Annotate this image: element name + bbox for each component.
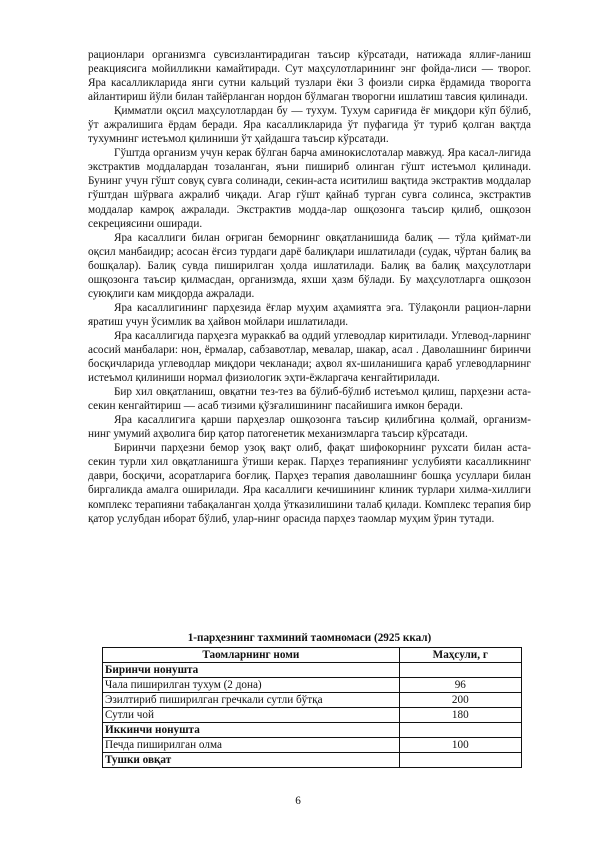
row-amount [399, 723, 521, 738]
row-name: Биринчи нонушта [103, 663, 400, 678]
row-name: Тушки овқат [103, 753, 400, 768]
table-header-row [103, 648, 522, 663]
row-name: Иккинчи нонушта [103, 723, 400, 738]
menu-table [102, 647, 522, 768]
table-row [103, 753, 522, 768]
page-number: 6 [295, 795, 301, 807]
paragraph: Яра касаллиги билан оғриган беморнинг овқатланишида балиқ — тўла қиймат-ли оқсил манбаидир; асосан ёғсиз турдаги дарё балиқлари ишлатилади (судак, чўртан балиқ ва бошқалар). Балиқ сувда пиширилган ҳолда ишлатилади. Балиқ ва балиқ маҳсулотлари ошқозонга таъсир қилмасдан, организмда, яхши ҳазм бўлади. Бу маҳсулотларга ошқозон суюқлиги кам миқдорда ажралади. [88, 231, 531, 300]
paragraph: Яра касаллигининг парҳезида ёғлар муҳим аҳамиятга эга. Тўлақонли рацион-ларни яратиш учун ўсимлик ва ҳайвон мойлари ишлатилади. [88, 301, 531, 328]
paragraph: Қимматли оқсил маҳсулотлардан бу — тухум. Тухум сариғида ёғ миқдори кўп бўлиб, ўт ажралишига ёрдам беради. Яра касалликларида ўт пуфагида ўт туриб қолган вақтда тухумнинг истеъмол қилиниши ўт ҳайдашга таъсир кўрсатади. [88, 105, 531, 146]
header-amount: Маҳсули, г [399, 648, 521, 663]
row-amount [399, 663, 521, 678]
row-name: Чала пиширилган тухум (2 дона) [103, 678, 400, 693]
paragraph: рационлари организмга сувсизлантирадиган таъсир кўрсатади, натижада яллиғ-ланиш реакциясига мойилликни камайтиради. Сут маҳсулотларининг энг фойда-лиси — творог. Яра касалликларида янги сутни кальций тузлари ёки 3 фоизли сирка ёрдамида творогга айлантириш йўли билан тайёрланган нордон бўлмаган творогни ишлатиш тавсия қилинади. [88, 49, 531, 104]
row-amount: 96 [399, 678, 521, 693]
header-name: Таомларнинг номи [103, 648, 400, 663]
row-amount: 100 [399, 738, 521, 753]
row-name: Эзилтириб пиширилган гречкали сутли бўтқа [103, 693, 400, 708]
table-title: 1-парҳезнинг тахминий таомномаси (2925 ккал) [187, 632, 432, 644]
row-name: Печда пиширилган олма [103, 738, 400, 753]
table-row [103, 738, 522, 753]
table-row [103, 663, 522, 678]
table-row [103, 693, 522, 708]
row-amount [399, 753, 521, 768]
paragraph: Гўштда организм учун керак бўлган барча аминокислоталар мавжуд. Яра касал-лигида экстрактив моддалардан тозаланган, яъни пишириб олинган гўшт истеъмол қилинади. Бунинг учун гўшт совуқ сувга солинади, секин-аста иситилиш вақтида экстрактив моддалар гўштдан шўрвага ажралиб чиқади. Агар гўшт қайнаб турган сувга солинса, экстрактив моддалар камроқ ажралади. Экстрактив модда-лар ошқозонга таъсир қилиб, ошқозон секрециясини оширади. [88, 147, 531, 230]
paragraph: Биринчи парҳезни бемор узоқ вақт олиб, фақат шифокорнинг рухсати билан аста-секин турли хил овқатланишга ўтиши керак. Парҳез терапиянинг услубияти касалликнинг даври, босқичи, асоратларига боғлиқ. Парҳез терапия даволашнинг бошқа усуллари билан биргаликда амалга оширилади. Яра касаллиги кечишининг клиник турлари хилма-хиллиги комплекс терапияни табақаланган ҳолда ўтказилишини талаб қилади. Комплекс терапия бир қатор услубдан иборат бўлиб, улар-нинг орасида парҳез таомлар муҳим ўрин тутади. [88, 442, 531, 525]
row-amount: 200 [399, 693, 521, 708]
paragraph: Яра касаллигида парҳезга мураккаб ва оддий углеводлар киритилади. Углевод-ларнинг асосий манбалари: нон, ёрмалар, сабзавотлар, мевалар, шакар, асал . Даволашнинг биринчи босқичларида углеводлар миқдори чекланади; аҳвол ях-шиланишига қараб углеводларнинг истеъмол қилиниши нормал физиологик эҳти-ёжларгача кенгайтирилади. [88, 329, 531, 385]
paragraph: Яра касаллигига қарши парҳезлар ошқозонга таъсир қилибгина қолмай, организм-нинг умумий аҳволига бир қатор патогенетик механизмларга таъсир кўрсатади. [88, 414, 531, 441]
body-text [88, 48, 531, 526]
table-row [103, 708, 522, 723]
row-name: Сутли чой [103, 708, 400, 723]
row-amount: 180 [399, 708, 521, 723]
paragraph: Бир хил овқатланиш, овқатни тез-тез ва бўлиб-бўлиб истеъмол қилиш, парҳезни аста-секин кенгайтириш — асаб тизими қўзғалишининг пасайишига имкон беради. [88, 386, 531, 413]
table-row [103, 678, 522, 693]
table-row [103, 723, 522, 738]
